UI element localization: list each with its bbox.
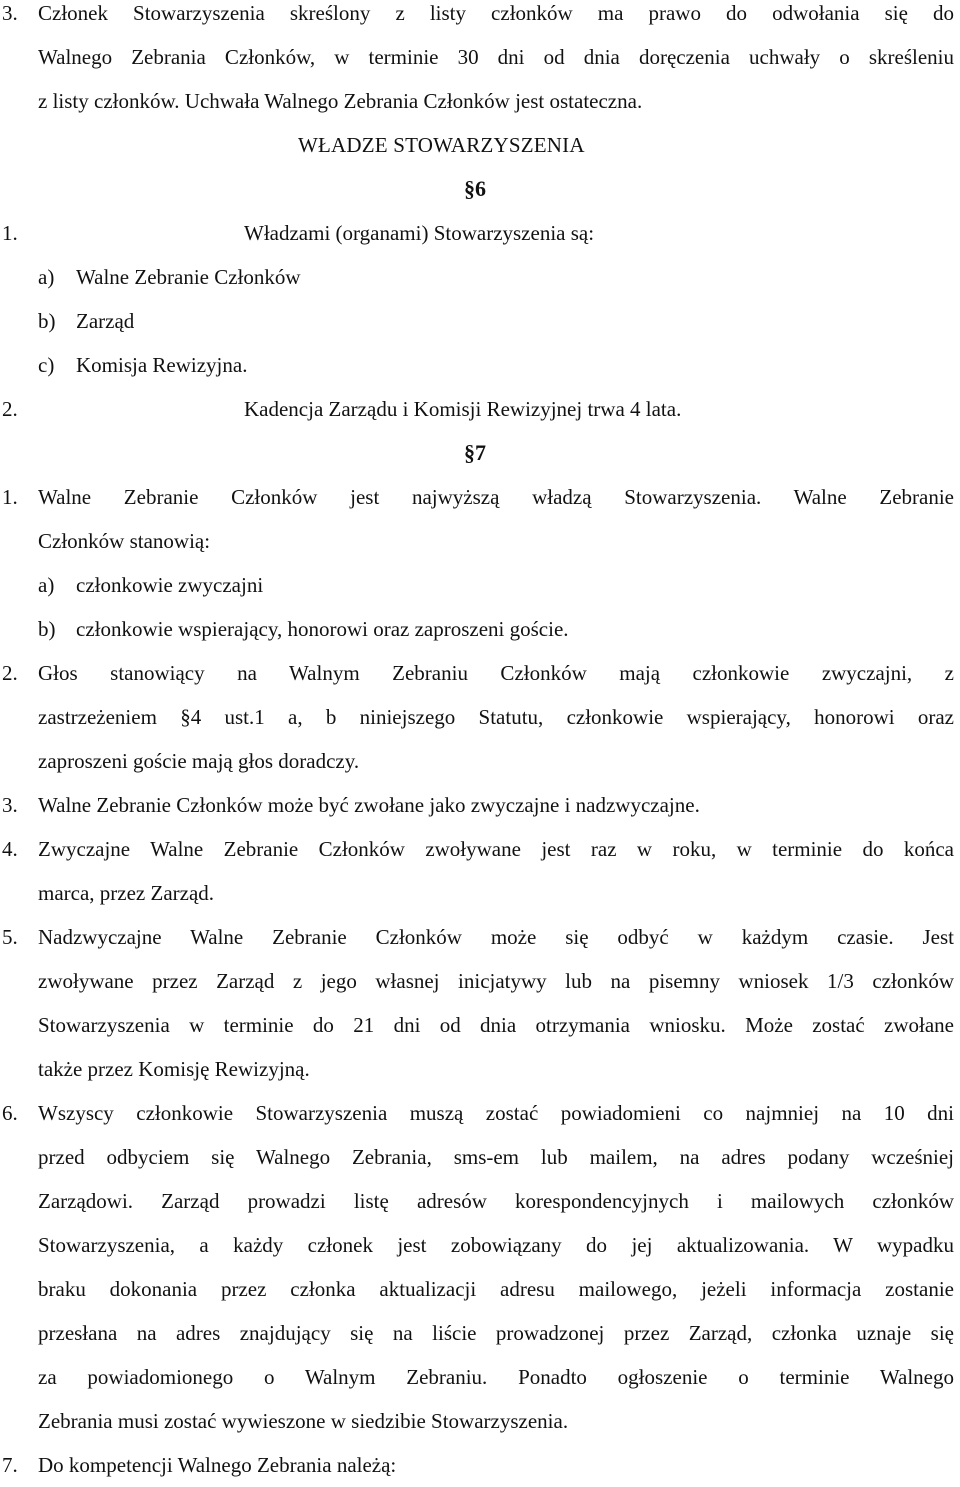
paragraph-line xyxy=(0,1443,960,1487)
paragraph-line xyxy=(0,387,960,431)
paragraph-text: Zwyczajne Walne Zebranie Członków zwoływane jest raz w roku, w terminie do końca xyxy=(38,837,954,861)
list-letter: a) xyxy=(38,265,55,289)
paragraph-text: Nadzwyczajne Walne Zebranie Członków może się odbyć w każdym czasie. Jest xyxy=(38,925,954,949)
list-item xyxy=(0,563,960,607)
paragraph-text: marca, przez Zarząd. xyxy=(38,881,215,905)
paragraph-text: Walnego Zebrania Członków, w terminie 30 dni od dnia doręczenia uchwały o skreśleniu xyxy=(38,45,954,69)
section-sign: § xyxy=(464,440,475,465)
paragraph-line xyxy=(0,1047,960,1091)
paragraph-line xyxy=(0,959,960,1003)
section-6-label xyxy=(0,167,960,211)
paragraph-text: Stowarzyszenia, a każdy członek jest zobowiązany do jej aktualizowania. W wypadku xyxy=(38,1233,954,1257)
item-number: 1. xyxy=(2,485,18,509)
list-text: Zarząd xyxy=(76,309,135,333)
paragraph-text: Zebrania musi zostać wywieszone w siedzibie Stowarzyszenia. xyxy=(38,1409,569,1433)
section-heading xyxy=(0,123,960,167)
list-letter: c) xyxy=(38,353,55,377)
paragraph-line xyxy=(0,1223,960,1267)
paragraph-text: Wszyscy członkowie Stowarzyszenia muszą zostać powiadomieni co najmniej na 10 dni xyxy=(38,1101,954,1125)
item-number: 3. xyxy=(2,793,18,817)
paragraph-line xyxy=(0,651,960,695)
paragraph-text: przed odbyciem się Walnego Zebrania, sms-em lub mailem, na adres podany wcześniej xyxy=(38,1145,954,1169)
paragraph-line xyxy=(0,1091,960,1135)
paragraph-text: Kadencja Zarządu i Komisji Rewizyjnej trwa 4 lata. xyxy=(244,397,682,421)
paragraph-text: Walne Zebranie Członków jest najwyższą władzą Stowarzyszenia. Walne Zebranie xyxy=(38,485,954,509)
paragraph-line xyxy=(0,1355,960,1399)
paragraph-line xyxy=(0,0,960,35)
section-sign: § xyxy=(464,176,475,201)
list-text: Komisja Rewizyjna. xyxy=(76,353,248,377)
paragraph-line xyxy=(0,871,960,915)
paragraph-line xyxy=(0,1311,960,1355)
paragraph-text: Walne Zebranie Członków może być zwołane jako zwyczajne i nadzwyczajne. xyxy=(38,793,700,817)
item-number: 3. xyxy=(2,1,18,25)
paragraph-line xyxy=(0,695,960,739)
paragraph-line xyxy=(0,783,960,827)
paragraph-text: przesłana na adres znajdujący się na liście prowadzonej przez Zarząd, członka uznaje się xyxy=(38,1321,954,1345)
paragraph-line xyxy=(0,739,960,783)
paragraph-text: także przez Komisję Rewizyjną. xyxy=(38,1057,310,1081)
item-number: 2. xyxy=(2,661,18,685)
item-number: 1. xyxy=(2,221,18,245)
list-item xyxy=(0,607,960,651)
paragraph-line xyxy=(0,1267,960,1311)
paragraph-line xyxy=(0,1179,960,1223)
list-letter: a) xyxy=(38,573,55,597)
list-text: członkowie wspierający, honorowi oraz zaproszeni goście. xyxy=(76,617,569,641)
paragraph-line xyxy=(0,1135,960,1179)
list-item xyxy=(0,343,960,387)
paragraph-line xyxy=(0,79,960,123)
paragraph-text: Członków stanowią: xyxy=(38,529,211,553)
paragraph-text: Członek Stowarzyszenia skreślony z listy członków ma prawo do odwołania się do xyxy=(38,1,954,25)
section-7-label xyxy=(0,431,960,475)
paragraph-text: Do kompetencji Walnego Zebrania należą: xyxy=(38,1453,397,1477)
section-number: 6 xyxy=(475,176,486,201)
item-number: 4. xyxy=(2,837,18,861)
paragraph-text: zaproszeni goście mają głos doradczy. xyxy=(38,749,360,773)
item-number: 6. xyxy=(2,1101,18,1125)
section-number: 7 xyxy=(475,440,486,465)
paragraph-text: Głos stanowiący na Walnym Zebraniu Członków mają członkowie zwyczajni, z xyxy=(38,661,954,685)
paragraph-text: zwoływane przez Zarząd z jego własnej inicjatywy lub na pisemny wniosek 1/3 członków xyxy=(38,969,954,993)
paragraph-line xyxy=(0,827,960,871)
paragraph-line xyxy=(0,35,960,79)
paragraph-line xyxy=(0,475,960,519)
list-letter: b) xyxy=(38,309,56,333)
paragraph-line xyxy=(0,1003,960,1047)
heading-text: WŁADZE STOWARZYSZENIA xyxy=(298,133,585,157)
paragraph-text: Zarządowi. Zarząd prowadzi listę adresów korespondencyjnych i mailowych członków xyxy=(38,1189,954,1213)
paragraph-text: Władzami (organami) Stowarzyszenia są: xyxy=(244,221,595,245)
list-text: członkowie zwyczajni xyxy=(76,573,264,597)
paragraph-line xyxy=(0,211,960,255)
paragraph-text: za powiadomionego o Walnym Zebraniu. Ponadto ogłoszenie o terminie Walnego xyxy=(38,1365,954,1389)
paragraph-text: z listy członków. Uchwała Walnego Zebrania Członków jest ostateczna. xyxy=(38,89,643,113)
paragraph-text: Stowarzyszenia w terminie do 21 dni od dnia otrzymania wniosku. Może zostać zwołane xyxy=(38,1013,954,1037)
list-item xyxy=(0,255,960,299)
list-letter: b) xyxy=(38,617,56,641)
paragraph-line xyxy=(0,519,960,563)
paragraph-line xyxy=(0,1399,960,1443)
item-number: 2. xyxy=(2,397,18,421)
item-number: 7. xyxy=(2,1453,18,1477)
list-text: Walne Zebranie Członków xyxy=(76,265,301,289)
paragraph-text: braku dokonania przez członka aktualizacji adresu mailowego, jeżeli informacja zostanie xyxy=(38,1277,954,1301)
item-number: 5. xyxy=(2,925,18,949)
list-item xyxy=(0,299,960,343)
paragraph-text: zastrzeżeniem §4 ust.1 a, b niniejszego Statutu, członkowie wspierający, honorowi oraz xyxy=(38,705,954,729)
paragraph-line xyxy=(0,915,960,959)
